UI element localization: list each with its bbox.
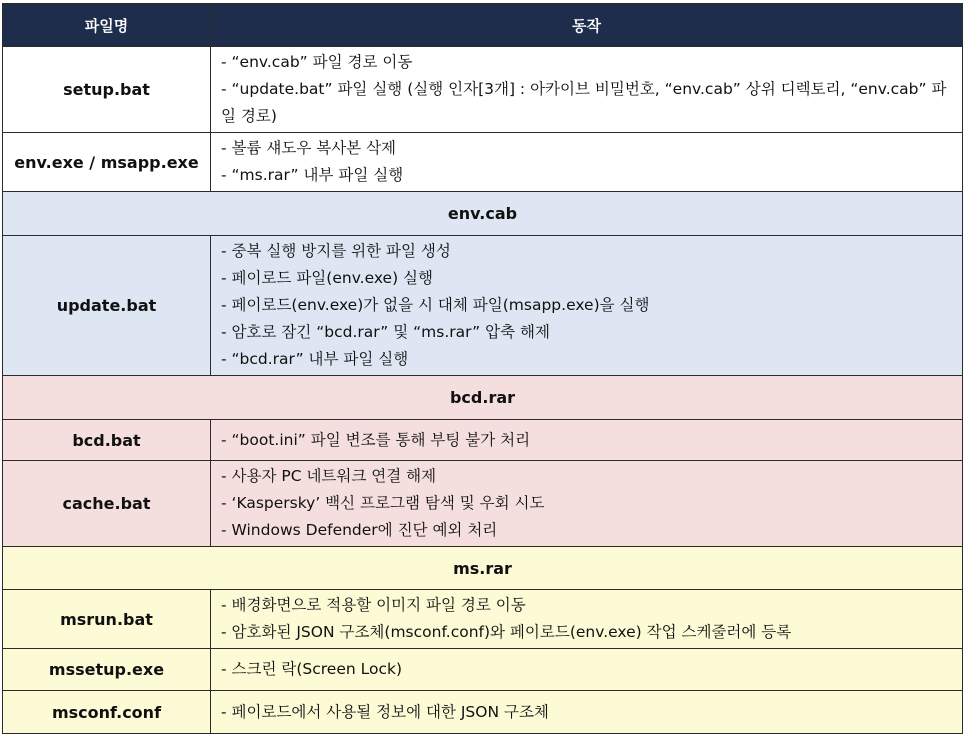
table-row-msconf-conf <box>3 691 963 734</box>
behavior-cell <box>211 420 963 461</box>
section-row-env-cab <box>3 192 963 236</box>
table-row-setup-bat <box>3 47 963 133</box>
section-label: bcd.rar <box>3 376 963 420</box>
section-label: env.cab <box>3 192 963 236</box>
behavior-cell <box>211 47 963 133</box>
filename-cell: env.exe / msapp.exe <box>3 133 211 192</box>
filename-cell: setup.bat <box>3 47 211 133</box>
filename-cell: msrun.bat <box>3 590 211 649</box>
filename-cell: mssetup.exe <box>3 649 211 691</box>
filename-cell: msconf.conf <box>3 691 211 734</box>
behavior-line: - ‘Kaspersky’ 백신 프로그램 탐색 및 우회 시도 <box>221 494 545 512</box>
filename-cell: bcd.bat <box>3 420 211 461</box>
behavior-line: - 스크린 락(Screen Lock) <box>221 660 402 678</box>
table-row-msrun-bat <box>3 590 963 649</box>
behavior-cell <box>211 133 963 192</box>
table-row-update-bat <box>3 236 963 376</box>
header-behavior: 동작 <box>211 4 963 47</box>
behavior-cell <box>211 649 963 691</box>
behavior-line: - “bcd.rar” 내부 파일 실행 <box>221 350 409 368</box>
behavior-cell <box>211 461 963 547</box>
behavior-line: - 페이로드(env.exe)가 없을 시 대체 파일(msapp.exe)을 실행 <box>221 296 650 314</box>
file-behavior-table <box>2 3 963 734</box>
table-row-env-exe <box>3 133 963 192</box>
behavior-line: - “ms.rar” 내부 파일 실행 <box>221 166 404 184</box>
behavior-line: - 배경화면으로 적용할 이미지 파일 경로 이동 <box>221 596 526 614</box>
behavior-line: - “env.cab” 파일 경로 이동 <box>221 53 413 71</box>
behavior-cell <box>211 590 963 649</box>
behavior-line: - 페이로드에서 사용될 정보에 대한 JSON 구조체 <box>221 702 549 721</box>
behavior-line: - “update.bat” 파일 실행 (실행 인자[3개] : 아카이브 비밀번호, “env.cab” 상위 디렉토리, “env.cab” 파일 경로) <box>221 80 947 125</box>
behavior-line: - 암호로 잠긴 “bcd.rar” 및 “ms.rar” 압축 해제 <box>221 323 550 341</box>
behavior-line: - “boot.ini” 파일 변조를 통해 부팅 불가 처리 <box>221 430 531 449</box>
table-row-bcd-bat <box>3 420 963 461</box>
header-filename: 파일명 <box>3 4 211 47</box>
table-header-row <box>3 4 963 47</box>
behavior-line: - 암호화된 JSON 구조체(msconf.conf)와 페이로드(env.exe) 작업 스케줄러에 등록 <box>221 623 792 641</box>
behavior-line: - 볼륨 섀도우 복사본 삭제 <box>221 139 397 157</box>
table-row-mssetup-exe <box>3 649 963 691</box>
section-label: ms.rar <box>3 547 963 590</box>
section-row-bcd-rar <box>3 376 963 420</box>
behavior-line: - 페이로드 파일(env.exe) 실행 <box>221 269 434 287</box>
behavior-cell <box>211 236 963 376</box>
filename-cell: cache.bat <box>3 461 211 547</box>
section-row-ms-rar <box>3 547 963 590</box>
behavior-line: - 중복 실행 방지를 위한 파일 생성 <box>221 242 451 260</box>
filename-cell: update.bat <box>3 236 211 376</box>
behavior-line: - Windows Defender에 진단 예외 처리 <box>221 521 498 539</box>
behavior-line: - 사용자 PC 네트워크 연결 해제 <box>221 467 437 485</box>
behavior-cell <box>211 691 963 734</box>
table-row-cache-bat <box>3 461 963 547</box>
